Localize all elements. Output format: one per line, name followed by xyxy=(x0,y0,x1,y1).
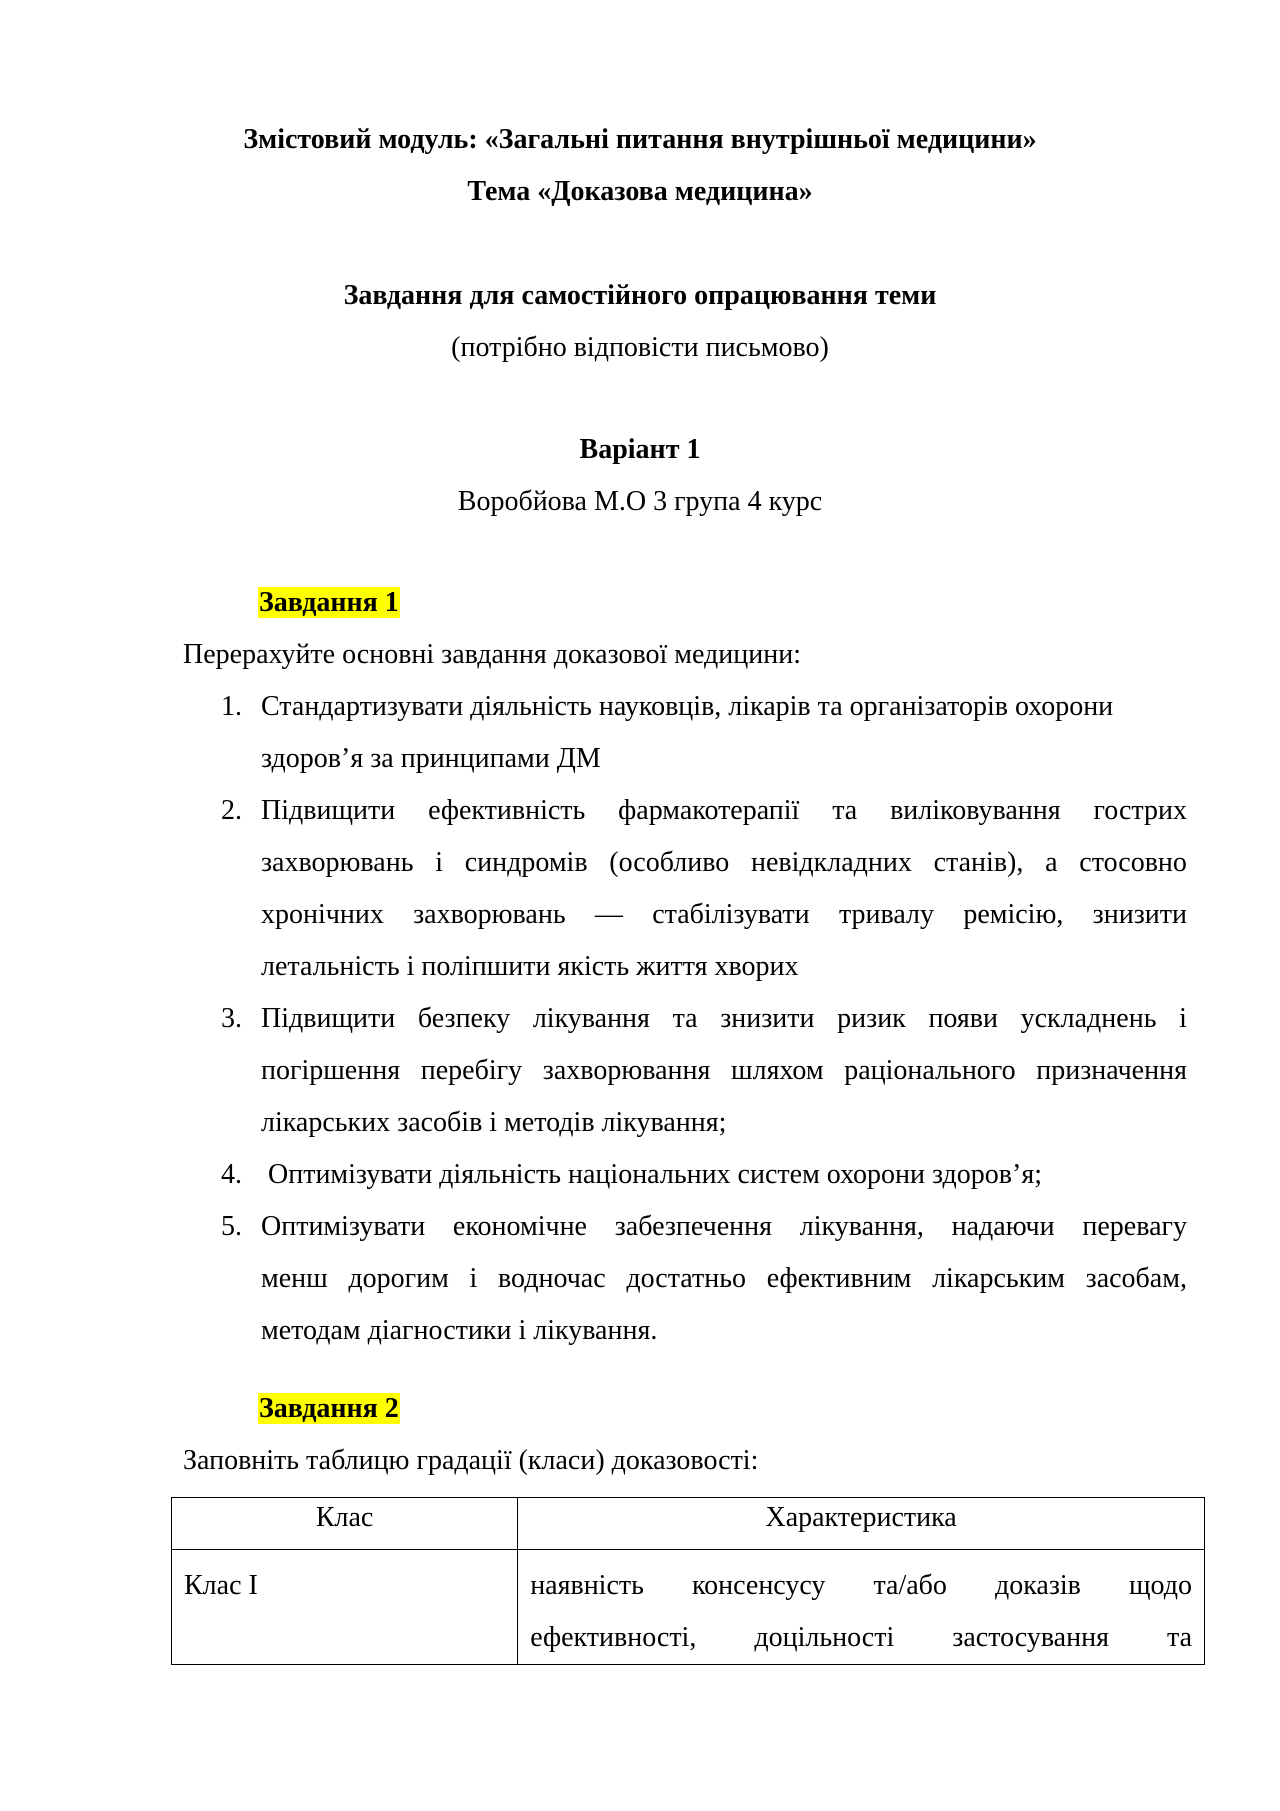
word: фармакотерапії xyxy=(618,795,800,826)
topic-title: Тема «Доказова медицина» xyxy=(467,176,813,207)
word: ускладнень xyxy=(1020,1003,1157,1034)
list-item-line xyxy=(261,691,1187,723)
word: захворювання xyxy=(542,1055,711,1086)
class-label: Клас I xyxy=(184,1570,258,1601)
list-item-line xyxy=(261,1263,1187,1295)
word: лікування, xyxy=(799,1211,924,1242)
word: надаючи xyxy=(951,1211,1055,1242)
word: лікарським xyxy=(932,1263,1065,1294)
table-header-row xyxy=(172,1498,1205,1550)
word: станів), xyxy=(933,847,1024,878)
word: доцільності xyxy=(754,1622,895,1653)
word: засобам, xyxy=(1085,1263,1187,1294)
word: ризик xyxy=(837,1003,906,1034)
task1-label: Завдання 1 xyxy=(259,587,399,618)
word: стабілізувати xyxy=(652,899,810,930)
task2-label-wrap xyxy=(258,1393,400,1425)
list-item-line xyxy=(261,1055,1187,1087)
list-item-text: Оптимізувати діяльність національних систем охорони здоров’я; xyxy=(261,1159,1042,1190)
word: погіршення xyxy=(261,1055,401,1086)
word: невідкладних xyxy=(751,847,912,878)
list-item-text: здоров’я за принципами ДМ xyxy=(261,743,601,774)
word: шляхом xyxy=(731,1055,824,1086)
table-cell-characteristic[interactable] xyxy=(518,1550,1205,1665)
word: консенсусу xyxy=(691,1570,826,1601)
word: тривалу xyxy=(838,899,935,930)
word: синдромів xyxy=(464,847,588,878)
word: дорогим xyxy=(348,1263,449,1294)
word: Підвищити xyxy=(261,1003,396,1034)
word: (особливо xyxy=(609,847,730,878)
evidence-grades-table xyxy=(171,1497,1205,1665)
word: виліковування xyxy=(890,795,1061,826)
task-heading: Завдання для самостійного опрацювання теми xyxy=(343,280,937,311)
word: ефективним xyxy=(766,1263,912,1294)
list-item-line xyxy=(261,1003,1187,1035)
word: достатньо xyxy=(626,1263,746,1294)
word: хронічних xyxy=(261,899,384,930)
word: доказів xyxy=(994,1570,1081,1601)
word: водночас xyxy=(497,1263,606,1294)
word: і xyxy=(435,847,443,878)
table-cell-class xyxy=(172,1550,518,1665)
word: призначення xyxy=(1036,1055,1187,1086)
word: ефективності, xyxy=(530,1622,697,1653)
list-item-line xyxy=(261,899,1187,931)
table-header-class: Клас xyxy=(172,1498,518,1550)
table-row xyxy=(172,1550,1205,1665)
task2-prompt: Заповніть таблицю градації (класи) доказовості: xyxy=(183,1445,759,1476)
word: щодо xyxy=(1128,1570,1192,1601)
word: — xyxy=(594,899,623,930)
word: і xyxy=(469,1263,478,1294)
module-title: Змістовий модуль: «Загальні питання внутрішньої медицини» xyxy=(243,124,1037,155)
word: гострих xyxy=(1093,795,1187,826)
word: знизити xyxy=(1092,899,1187,930)
word: та xyxy=(832,795,858,826)
word: і xyxy=(1179,1003,1187,1034)
student-info: Воробйова М.О 3 група 4 курс xyxy=(457,486,823,517)
list-item-line xyxy=(261,847,1187,879)
word: та/або xyxy=(873,1570,947,1601)
word: Підвищити xyxy=(261,795,396,826)
variant-title: Варіант 1 xyxy=(579,434,701,465)
list-item-number: 1. xyxy=(221,691,242,722)
list-item-line xyxy=(261,795,1187,827)
list-item-number: 2. xyxy=(221,795,242,826)
word: безпеку xyxy=(417,1003,511,1034)
word: знизити xyxy=(720,1003,815,1034)
word: наявність xyxy=(530,1570,644,1601)
characteristic-line xyxy=(530,1612,1192,1664)
list-item-text: летальність і поліпшити якість життя хворих xyxy=(261,951,799,982)
word: появи xyxy=(928,1003,998,1034)
word: забезпечення xyxy=(614,1211,773,1242)
word: та xyxy=(672,1003,698,1034)
word: економічне xyxy=(452,1211,587,1242)
word: стосовно xyxy=(1079,847,1187,878)
list-item-text: лікарських засобів і методів лікування; xyxy=(261,1107,727,1138)
word: менш xyxy=(261,1263,328,1294)
word: лікування xyxy=(532,1003,650,1034)
word: захворювань xyxy=(261,847,414,878)
list-item-text: Стандартизувати діяльність науковців, лікарів та організаторів охорони xyxy=(261,691,1114,722)
list-item-number: 4. xyxy=(221,1159,242,1190)
word: застосування xyxy=(952,1622,1109,1653)
word: захворювань xyxy=(413,899,566,930)
word: ремісію, xyxy=(963,899,1064,930)
list-item-number: 3. xyxy=(221,1003,242,1034)
characteristic-text[interactable] xyxy=(518,1550,1204,1664)
table-header-characteristic: Характеристика xyxy=(518,1498,1205,1550)
task2-label: Завдання 2 xyxy=(259,1393,399,1424)
task1-label-wrap xyxy=(258,587,400,619)
word: а xyxy=(1045,847,1058,878)
word: Оптимізувати xyxy=(261,1211,426,1242)
characteristic-line xyxy=(530,1560,1192,1612)
word: ефективність xyxy=(428,795,586,826)
list-item-number: 5. xyxy=(221,1211,242,1242)
answer-note: (потрібно відповісти письмово) xyxy=(451,332,829,363)
list-item-line xyxy=(261,1211,1187,1243)
task1-prompt: Перерахуйте основні завдання доказової медицини: xyxy=(183,639,801,670)
word: перебігу xyxy=(420,1055,523,1086)
word: раціонального xyxy=(844,1055,1016,1086)
list-item-text: методам діагностики і лікування. xyxy=(261,1315,658,1346)
word: перевагу xyxy=(1082,1211,1187,1242)
word: та xyxy=(1166,1622,1192,1653)
